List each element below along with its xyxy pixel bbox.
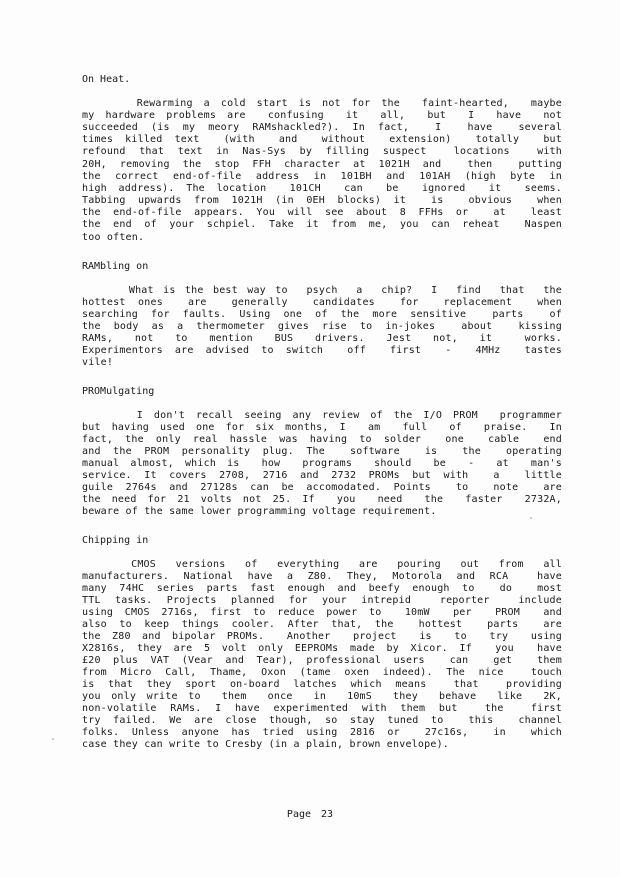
paragraph-line: RAMs, not to mention BUS drivers. Jest not, it works. <box>82 333 562 344</box>
paragraph-line: the end-of-file appears. You will see about 8 FFHs or at least <box>82 207 562 218</box>
paragraph-line: the end of your schpiel. Take it from me, you can reheat Naspen <box>82 219 562 230</box>
paragraph-line: refound that text in Nas-Sys by filling suspect locations with <box>82 146 562 157</box>
paragraph-line: manufacturers. National have a Z80. They, Motorola and RCA have <box>82 571 562 582</box>
paragraph-line: and the PROM personality plug. The software is the operating <box>82 446 562 457</box>
paragraph-line: non-volatile RAMs. I have experimented with them but the first <box>82 703 562 714</box>
paragraph-line: high address). The location 101CH can be ignored it seems. <box>82 183 562 194</box>
scan-speck <box>530 517 532 519</box>
paragraph-line: I don't recall seeing any review of the I/O PROM programmer <box>82 410 562 421</box>
paragraph-line: searching for faults. Using one of the more sensitive parts of <box>82 309 562 320</box>
paragraph-line: guile 2764s and 27128s can be accomodated. Points to note are <box>82 482 562 493</box>
paragraph-line: the correct end-of-file address in 101BH and 101AH (high byte in <box>82 171 562 182</box>
paragraph-line: Tabbing upwards from 1021H (in 0EH blocks) it is obvious when <box>82 195 562 206</box>
paragraph-line: X2816s, they are 5 volt only EEPROMs made by Xicor. If you have <box>82 643 562 654</box>
paragraph-line: hottest ones are generally candidates for replacement when <box>82 297 562 308</box>
paragraph-line: the body as a thermometer gives rise to in-jokes about kissing <box>82 321 562 332</box>
paragraph-line: What is the best way to psych a chip? I find that the <box>82 285 562 296</box>
paragraph-line: service. It covers 2708, 2716 and 2732 PROMs but with a little <box>82 470 562 481</box>
paragraph-line: £20 plus VAT (Vear and Tear), professional users can get them <box>82 655 562 666</box>
paragraph-line: vile! <box>82 357 114 368</box>
paragraph-line: but having used one for six months, I am full of praise. In <box>82 422 562 433</box>
paragraph-line: many 74HC series parts fast enough and beefy enough to do most <box>82 583 562 594</box>
section-heading-promulgating: PROMulgating <box>82 386 155 397</box>
paragraph-line: is that they sport on-board latches which means that providing <box>82 679 562 690</box>
paragraph-line: times killed text (with and without extension) totally but <box>82 134 562 145</box>
paragraph-line: from Micro Call, Thame, Oxon (tame oxen indeed). The nice touch <box>82 667 562 678</box>
paragraph-line: TTL tasks. Projects planned for your intrepid reporter include <box>82 595 562 606</box>
paragraph-line: fact, the only real hassle was having to solder one cable end <box>82 434 562 445</box>
paragraph-line: too often. <box>82 232 145 243</box>
paragraph-line: using CMOS 2716s, first to reduce power to 10mW per PROM and <box>82 607 562 618</box>
paragraph-line: case they can write to Cresby (in a plain, brown envelope). <box>82 739 450 750</box>
page-footer <box>0 809 620 820</box>
paragraph-line: Rewarming a cold start is not for the faint-hearted, maybe <box>82 98 562 109</box>
page-number: 23 <box>321 809 334 820</box>
paragraph-line: beware of the same lower programming voltage requirement. <box>82 506 437 517</box>
paragraph-line: also to keep things cooler. After that, the hottest parts are <box>82 619 562 630</box>
paragraph-line: succeeded (is my meory RAMshackled?). In fact, I have several <box>82 122 562 133</box>
paragraph-line: try failed. We are close though, so stay tuned to this channel <box>82 715 562 726</box>
section-heading-on-heat: On Heat. <box>82 74 131 85</box>
scan-speck <box>52 738 54 740</box>
paragraph-line: CMOS versions of everything are pouring out from all <box>82 559 562 570</box>
paragraph-line: the Z80 and bipolar PROMs. Another project is to try using <box>82 631 562 642</box>
paragraph-line: folks. Unless anyone has tried using 2816 or 27c16s, in which <box>82 727 562 738</box>
section-heading-rambling-on: RAMbling on <box>82 261 149 272</box>
paragraph-line: the need for 21 volts not 25. If you need the faster 2732A, <box>82 494 562 505</box>
paragraph-line: you only write to them once in 10mS they behave like 2K, <box>82 691 562 702</box>
paragraph-line: my hardware problems are confusing it all, but I have not <box>82 110 562 121</box>
page-label: Page <box>286 809 312 820</box>
paragraph-line: manual almost, which is how programs should be - at man's <box>82 458 562 469</box>
paragraph-line: 20H, removing the stop FFH character at 1021H and then putting <box>82 159 562 170</box>
paragraph-line: Experimentors are advised to switch off first - 4MHz tastes <box>82 345 562 356</box>
section-heading-chipping-in: Chipping in <box>82 535 149 546</box>
